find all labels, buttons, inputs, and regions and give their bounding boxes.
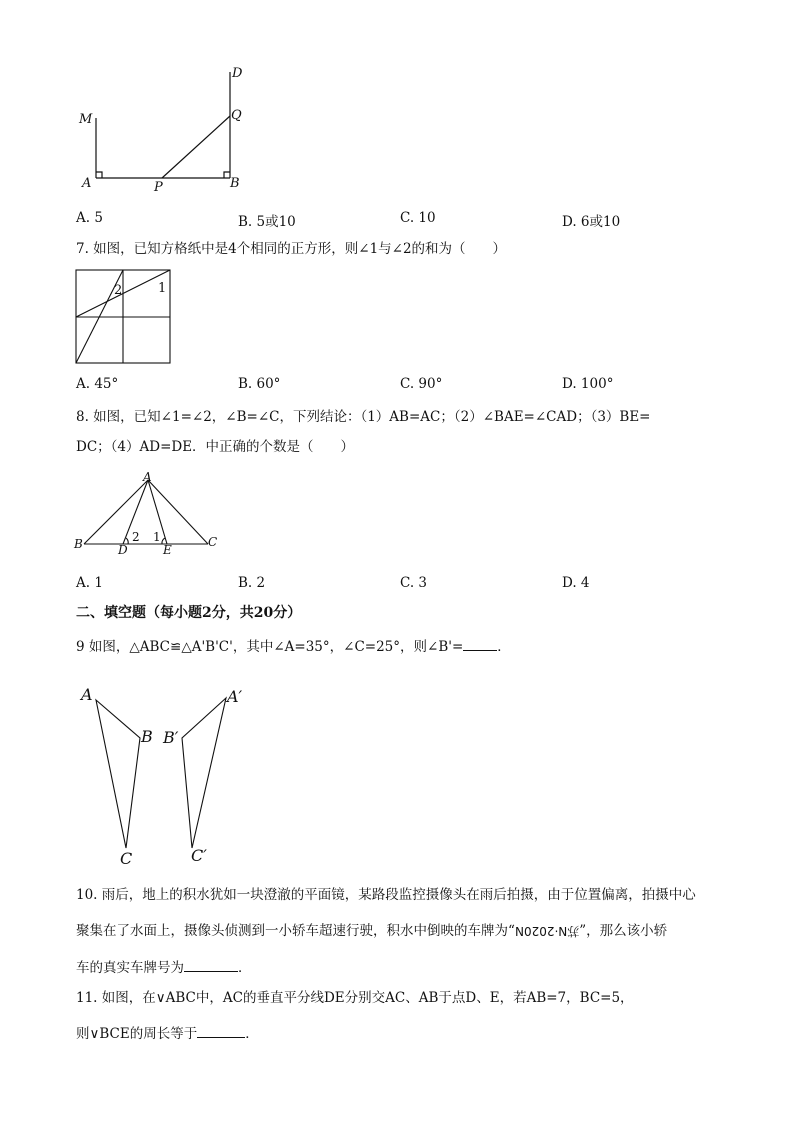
segment-pq bbox=[162, 116, 230, 178]
label-a: A bbox=[81, 685, 93, 704]
label-a: A bbox=[82, 176, 92, 191]
q8-triangle-figure bbox=[70, 470, 230, 560]
label-b: B bbox=[230, 176, 240, 191]
label-a-prime: A′ bbox=[227, 687, 243, 706]
q10-line2 bbox=[76, 922, 667, 940]
angle-label-2: 2 bbox=[114, 283, 123, 298]
q8-option-a[interactable]: A. 1 bbox=[76, 575, 103, 591]
label-p: P bbox=[154, 180, 163, 195]
q11-answer-blank[interactable] bbox=[197, 1024, 245, 1038]
label-c-prime: C′ bbox=[191, 846, 207, 865]
angle-label-1: 1 bbox=[153, 530, 161, 544]
label-c: C bbox=[120, 849, 133, 868]
q8-option-d[interactable]: D. 4 bbox=[562, 575, 590, 591]
q6-option-c[interactable]: C. 10 bbox=[400, 210, 436, 226]
angle-label-2: 2 bbox=[132, 530, 140, 544]
q10-line2-start: 聚集在了水面上，摄像头侦测到一小轿车超速行驶，积水中倒映的车牌为“ bbox=[76, 923, 515, 939]
q11-end-mark: ． bbox=[245, 1026, 259, 1042]
label-c: C bbox=[208, 535, 218, 549]
q10-line2-end: ”，那么该小轿 bbox=[579, 923, 668, 939]
q8-option-c[interactable]: C. 3 bbox=[400, 575, 428, 591]
q9-question bbox=[76, 637, 511, 656]
q6-option-a[interactable]: A. 5 bbox=[76, 210, 103, 226]
q7-question-text: 7. 如图，已知方格纸中是4个相同的正方形，则∠1与∠2的和为（ ） bbox=[76, 241, 507, 257]
q7-option-b[interactable]: B. 60° bbox=[238, 376, 281, 392]
label-b-prime: B′ bbox=[163, 728, 179, 747]
q10-end-mark: ． bbox=[238, 960, 252, 976]
q6-option-d[interactable]: D. 6或10 bbox=[562, 214, 621, 230]
label-d: D bbox=[118, 543, 128, 557]
angle-label-1: 1 bbox=[158, 281, 167, 296]
q10-answer-blank[interactable] bbox=[184, 958, 238, 972]
q10-line3-start: 车的真实车牌号为 bbox=[76, 960, 184, 976]
q7-option-c[interactable]: C. 90° bbox=[400, 376, 443, 392]
q6-option-b[interactable]: B. 5或10 bbox=[238, 214, 296, 230]
q10-line3 bbox=[76, 958, 252, 977]
right-angle-a bbox=[96, 172, 102, 178]
q9-end-mark: ． bbox=[497, 639, 511, 655]
triangle-abc bbox=[96, 700, 140, 848]
label-b: B bbox=[74, 537, 83, 551]
label-m: M bbox=[79, 112, 93, 127]
q9-triangles-figure bbox=[72, 680, 262, 870]
q11-line2-start: 则∨BCE的周长等于 bbox=[76, 1026, 198, 1042]
triangle-a2b2c2 bbox=[182, 698, 226, 848]
q11-line2 bbox=[76, 1024, 259, 1043]
label-b: B bbox=[141, 727, 153, 746]
q8-question-line1: 8. 如图，已知∠1=∠2，∠B=∠C，下列结论：（1）AB=AC；（2）∠BAE=∠CAD；（3）BE= bbox=[76, 409, 651, 425]
q7-option-d[interactable]: D. 100° bbox=[562, 376, 614, 392]
q9-answer-blank[interactable] bbox=[463, 637, 497, 651]
q7-option-a[interactable]: A. 45° bbox=[76, 376, 119, 392]
q7-grid-figure bbox=[74, 268, 174, 366]
q8-question-line2: DC；（4）AD=DE．中正确的个数是（ ） bbox=[76, 439, 355, 455]
q9-question-text: 9 如图，△ABC≌△A'B'C'，其中∠A=35°，∠C=25°，则∠B'= bbox=[76, 639, 464, 655]
label-a: A bbox=[143, 470, 152, 484]
q8-option-b[interactable]: B. 2 bbox=[238, 575, 266, 591]
label-e: E bbox=[163, 543, 172, 557]
label-d: D bbox=[232, 66, 243, 81]
q11-line1: 11. 如图，在∨ABC中，AC的垂直平分线DE分别交AC、AB于点D、E，若AB=7，BC=5， bbox=[76, 990, 634, 1006]
q6-figure bbox=[70, 60, 260, 195]
section-2-heading: 二、填空题（每小题2分，共20分） bbox=[76, 605, 302, 621]
label-q: Q bbox=[231, 108, 242, 123]
q10-reflected-plate: 苏N·2020N bbox=[514, 924, 580, 938]
q10-line1: 10. 雨后，地上的积水犹如一块澄澈的平面镜，某路段监控摄像头在雨后拍摄，由于位置偏离，拍摄中心 bbox=[76, 887, 696, 903]
